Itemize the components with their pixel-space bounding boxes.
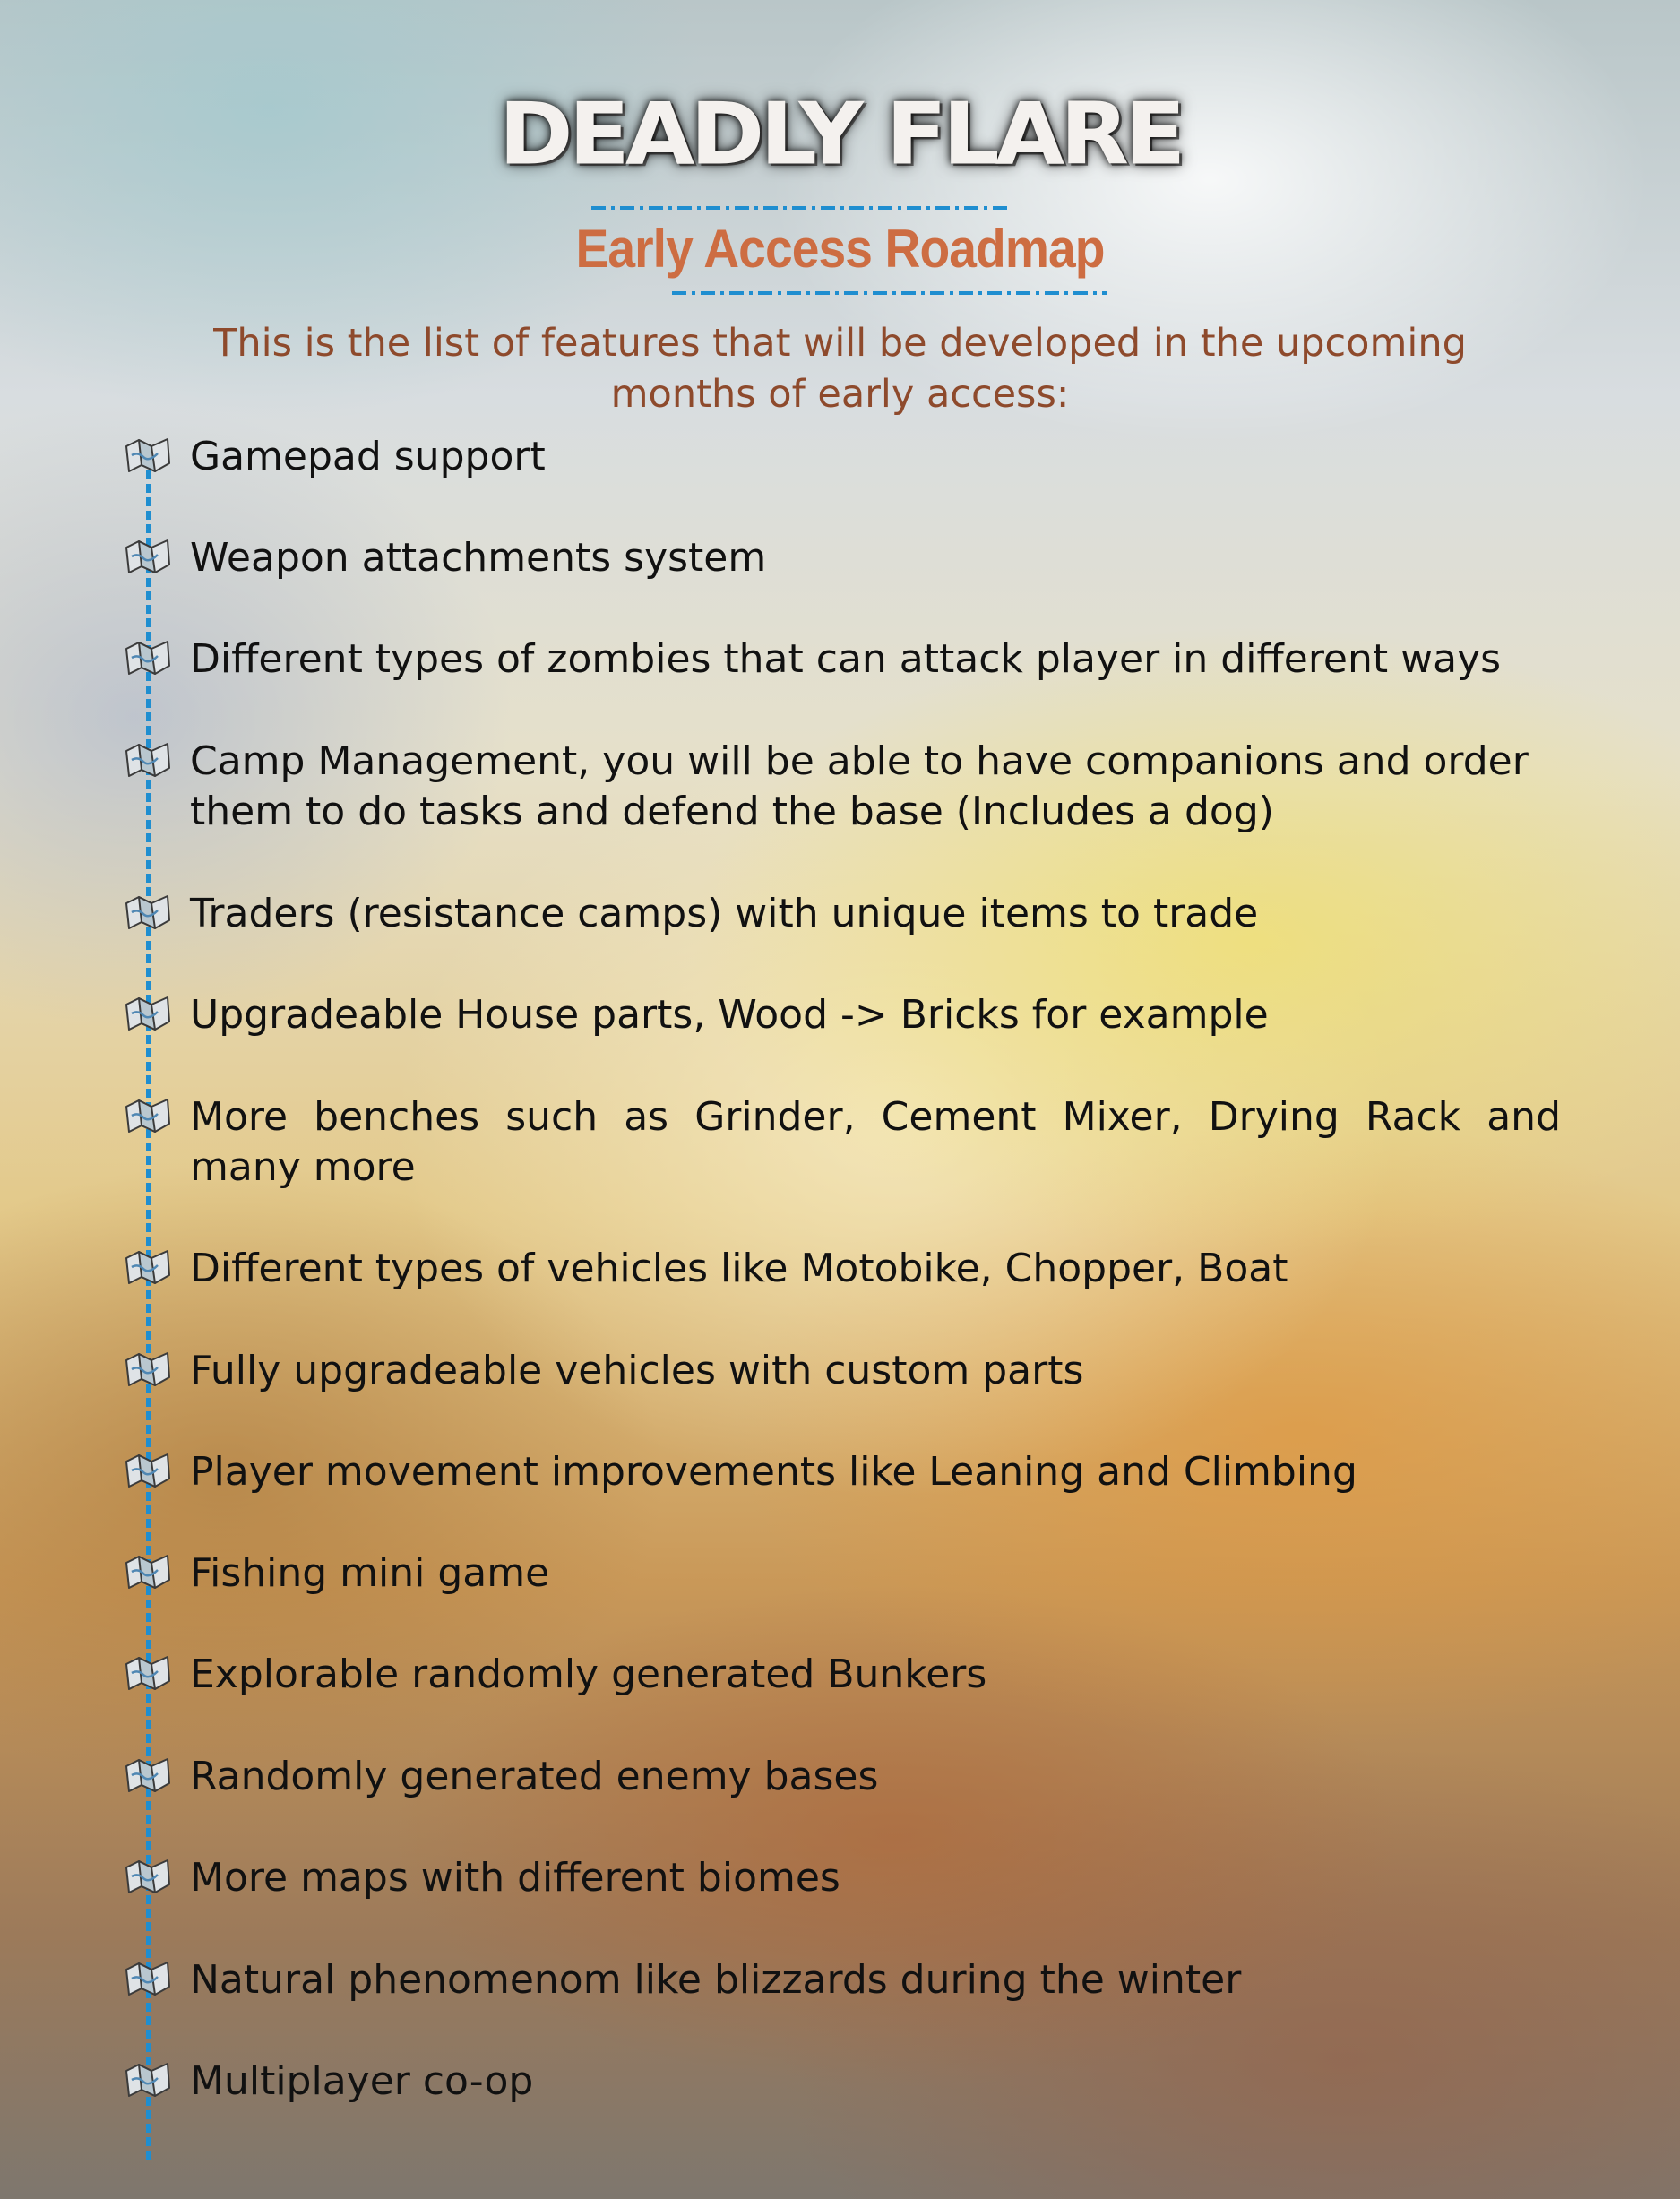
list-item <box>124 2057 1562 2107</box>
folded-map-icon <box>124 1959 172 1998</box>
folded-map-icon <box>124 994 172 1033</box>
folded-map-icon <box>124 1096 172 1135</box>
feature-text: Gamepad support <box>190 434 546 479</box>
feature-text: Fishing mini game <box>190 1550 550 1596</box>
list-item <box>124 1346 1562 1396</box>
list-item <box>124 1650 1562 1700</box>
folded-map-icon <box>124 893 172 932</box>
folded-map-icon <box>124 1857 172 1896</box>
list-item <box>124 889 1562 939</box>
feature-text: Randomly generated enemy bases <box>190 1754 879 1799</box>
list-item <box>124 1092 1562 1193</box>
feature-text: Traders (resistance camps) with unique items to trade <box>190 891 1259 936</box>
list-item <box>124 634 1562 685</box>
page-title: Early Access Roadmap <box>575 219 1105 279</box>
folded-map-icon <box>124 1451 172 1490</box>
feature-text: Upgradeable House parts, Wood -> Bricks for example <box>190 992 1269 1038</box>
feature-text: Multiplayer co-op <box>190 2058 534 2104</box>
folded-map-icon <box>124 2060 172 2100</box>
feature-text: Player movement improvements like Leaning and Climbing <box>190 1449 1357 1495</box>
feature-text: More maps with different biomes <box>190 1855 840 1901</box>
list-item <box>124 1447 1562 1497</box>
feature-text: Different types of vehicles like Motobike, Chopper, Boat <box>190 1246 1288 1291</box>
folded-map-icon <box>124 537 172 576</box>
folded-map-icon <box>124 1350 172 1389</box>
list-item <box>124 990 1562 1040</box>
folded-map-icon <box>124 638 172 677</box>
folded-map-icon <box>124 435 172 475</box>
list-item <box>124 1853 1562 1903</box>
list-item <box>124 432 1562 482</box>
folded-map-icon <box>124 1653 172 1693</box>
feature-text: Weapon attachments system <box>190 535 767 581</box>
feature-text: Explorable randomly generated Bunkers <box>190 1651 987 1697</box>
list-item <box>124 1955 1562 2005</box>
folded-map-icon <box>124 1247 172 1287</box>
list-item <box>124 1244 1562 1294</box>
folded-map-icon <box>124 1552 172 1591</box>
game-logo: DEADLY FLARE <box>498 83 1182 185</box>
folded-map-icon <box>124 740 172 780</box>
feature-text: More benches such as Grinder, Cement Mixer, Drying Rack and many more <box>190 1094 1561 1190</box>
feature-text: Natural phenomenom like blizzards during the winter <box>190 1957 1242 2003</box>
list-item <box>124 1752 1562 1802</box>
list-item <box>124 1548 1562 1599</box>
feature-text: Different types of zombies that can attack player in different ways <box>190 636 1502 682</box>
feature-text: Camp Management, you will be able to have companions and order them to do tasks and defend the base (Includes a dog) <box>190 738 1529 834</box>
list-item <box>124 737 1562 837</box>
intro-text: This is the list of features that will be developed in the upcoming months of early access: <box>213 321 1467 417</box>
folded-map-icon <box>124 1755 172 1795</box>
feature-text: Fully upgradeable vehicles with custom parts <box>190 1348 1084 1393</box>
list-item <box>124 533 1562 583</box>
